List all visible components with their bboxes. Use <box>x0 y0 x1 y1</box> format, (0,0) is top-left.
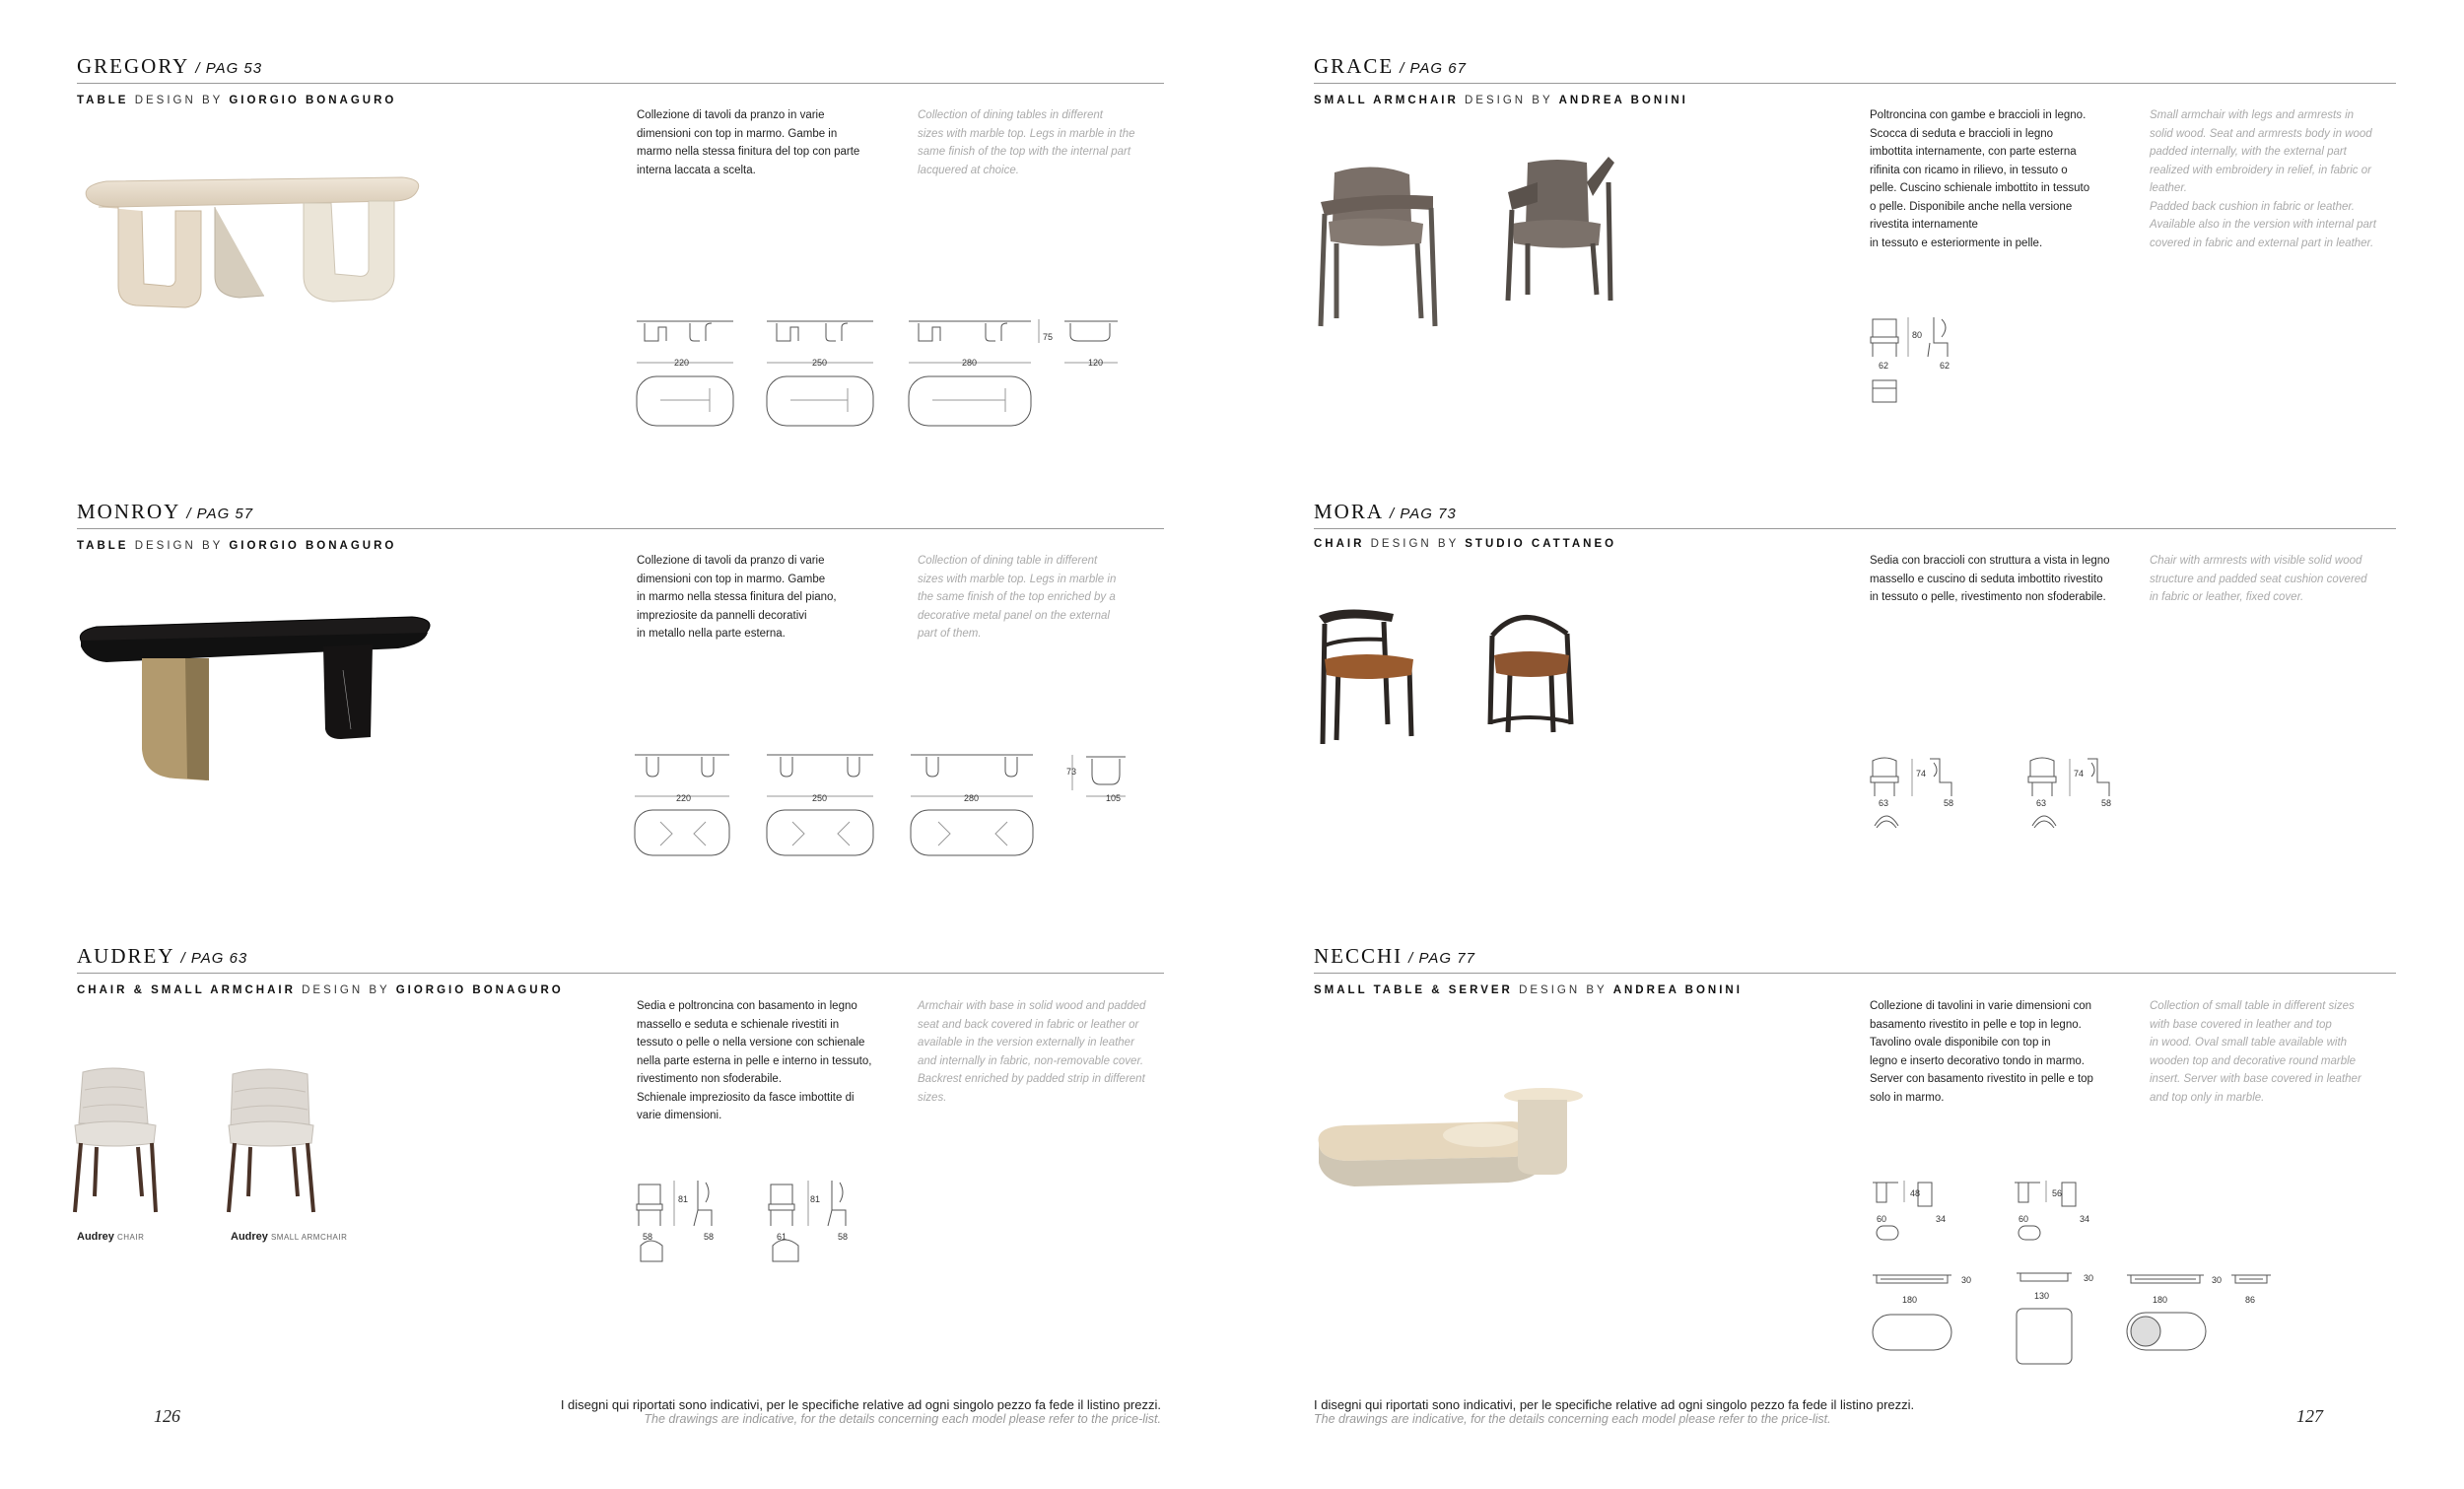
dim-label: 220 <box>676 793 692 803</box>
audrey-chairs-image <box>73 1064 349 1222</box>
dim-label: 48 <box>1910 1188 1921 1198</box>
section-divider <box>77 83 1164 84</box>
section-divider <box>77 973 1164 974</box>
dim-label: 220 <box>674 358 690 368</box>
monroy-technical-drawings <box>631 753 1163 866</box>
grace-armchairs-image <box>1315 153 1630 335</box>
necchi-tables-image <box>1315 1084 1670 1212</box>
dim-label: 58 <box>2101 798 2112 808</box>
page-number-left: 126 <box>154 1406 180 1426</box>
product-title-grace: GRACE / PAG 67 <box>1314 54 1467 78</box>
product-subtitle: TABLE DESIGN BY GIORGIO BONAGURO <box>77 540 397 552</box>
page-number-right: 127 <box>2296 1406 2323 1426</box>
product-title-gregory: GREGORY / PAG 53 <box>77 54 263 78</box>
description-italian: Collezione di tavoli da pranzo in varie dimensioni con top in marmo. Gambe in marmo nella stessa finitura del top con parte interna laccata a scelta. <box>637 109 860 176</box>
dim-label: 130 <box>2034 1291 2050 1301</box>
dim-label: 74 <box>1916 769 1927 778</box>
dim-label: 81 <box>678 1194 689 1204</box>
gregory-technical-drawings <box>631 315 1183 439</box>
gregory-table-image <box>77 168 432 325</box>
footer-note-english: The drawings are indicative, for the details concerning each model please refer to the price-list. <box>1314 1412 1831 1426</box>
description-english: Small armchair with legs and armrests in solid wood. Seat and armrests body in wood padded internally, with the external part realized with embroidery in relief, in fabric or leather. Padded back cushion in fabric or leather. Available also in the version with internal part covered in fabric and external part in leather. <box>2150 109 2376 249</box>
description-english: Chair with armrests with visible solid wood structure and padded seat cushion covered in fabric or leather, fixed cover. <box>2150 555 2367 603</box>
dim-label: 105 <box>1106 793 1122 803</box>
dim-label: 250 <box>812 358 828 368</box>
audrey-technical-drawings <box>635 1179 871 1277</box>
necchi-technical-drawings <box>1869 1179 2322 1372</box>
monroy-table-image <box>77 611 442 788</box>
dim-label: 80 <box>1912 330 1923 340</box>
product-title-necchi: NECCHI / PAG 77 <box>1314 944 1475 968</box>
product-subtitle: SMALL ARMCHAIR DESIGN BY ANDREA BONINI <box>1314 95 1688 106</box>
dim-label: 81 <box>810 1194 821 1204</box>
dim-label: 74 <box>2074 769 2085 778</box>
dim-label: 280 <box>964 793 980 803</box>
dim-label: 30 <box>2084 1273 2094 1283</box>
dim-label: 62 <box>1879 361 1889 371</box>
product-subtitle: CHAIR DESIGN BY STUDIO CATTANEO <box>1314 538 1617 550</box>
dim-label: 75 <box>1043 332 1054 342</box>
dim-label: 120 <box>1088 358 1104 368</box>
dim-label: 250 <box>812 793 828 803</box>
dim-label: 180 <box>2153 1295 2168 1305</box>
dim-label: 34 <box>1936 1214 1947 1224</box>
description-english: Collection of small table in different sizes with base covered in leather and top in wood. Oval small table available with wooden top and decorative round marble insert. Server with base covered in leather and top only in marble. <box>2150 1000 2361 1104</box>
dim-label: 63 <box>2036 798 2047 808</box>
dim-label: 58 <box>838 1232 849 1242</box>
dim-label: 180 <box>1902 1295 1918 1305</box>
dim-label: 62 <box>1940 361 1951 371</box>
description-english: Collection of dining table in different sizes with marble top. Legs in marble in the same finish of the top enriched by a decorative metal panel on the external part of them. <box>918 555 1117 640</box>
dim-label: 280 <box>962 358 978 368</box>
description-english: Armchair with base in solid wood and padded seat and back covered in fabric or leather or available in the version externally in leather and internally in fabric, non-removable cover. Backrest enriched by padded strip in different sizes. <box>918 1000 1146 1104</box>
footer-note-english: The drawings are indicative, for the details concerning each model please refer to the price-list. <box>644 1412 1161 1426</box>
dim-label: 30 <box>2212 1275 2223 1285</box>
section-divider <box>1314 528 2396 529</box>
audrey-armchair-caption: Audrey SMALL ARMCHAIR <box>231 1231 348 1243</box>
mora-chairs-image <box>1315 606 1601 754</box>
description-italian: Collezione di tavolini in varie dimensioni con basamento rivestito in pelle e top in legno. Tavolino ovale disponibile con top in legno e inserto decorativo tondo in marmo. Server con basamento rivestito in pelle e top solo in marmo. <box>1870 1000 2093 1104</box>
section-divider <box>1314 83 2396 84</box>
product-title-mora: MORA / PAG 73 <box>1314 500 1457 523</box>
dim-label: 58 <box>1944 798 1954 808</box>
section-divider <box>77 528 1164 529</box>
dim-label: 56 <box>2052 1188 2063 1198</box>
dim-label: 58 <box>704 1232 715 1242</box>
dim-label: 60 <box>2019 1214 2029 1224</box>
description-english: Collection of dining tables in different sizes with marble top. Legs in marble in the same finish of the top with the internal part lacquered at choice. <box>918 109 1135 176</box>
product-subtitle: CHAIR & SMALL ARMCHAIR DESIGN BY GIORGIO BONAGURO <box>77 984 564 996</box>
dim-label: 60 <box>1877 1214 1887 1224</box>
product-title-audrey: AUDREY / PAG 63 <box>77 944 248 968</box>
dim-label: 34 <box>2080 1214 2090 1224</box>
description-italian: Collezione di tavoli da pranzo di varie dimensioni con top in marmo. Gambe in marmo nella stessa finitura del piano, impreziosite da pannelli decorativi in metallo nella parte esterna. <box>637 555 837 640</box>
section-divider <box>1314 973 2396 974</box>
description-italian: Sedia con braccioli con struttura a vista in legno massello e cuscino di seduta imbottito rivestito in tessuto o pelle, rivestimento non sfoderabile. <box>1870 555 2110 603</box>
dim-label: 86 <box>2245 1295 2256 1305</box>
dim-label: 73 <box>1066 767 1077 777</box>
mora-technical-drawings <box>1869 757 2125 846</box>
product-subtitle: TABLE DESIGN BY GIORGIO BONAGURO <box>77 95 397 106</box>
dim-label: 58 <box>643 1232 653 1242</box>
footer-note-italian: I disegni qui riportati sono indicativi, per le specifiche relative ad ogni singolo pezzo fa fede il listino prezzi. <box>1314 1397 1915 1412</box>
product-title-monroy: MONROY / PAG 57 <box>77 500 254 523</box>
description-italian: Poltroncina con gambe e braccioli in legno. Scocca di seduta e braccioli in legno imbottita internamente, con parte esterna rifinita con ricamo in rilievo, in tessuto o pelle. Cuscino schienale imbottito in tessuto o pelle. Disponibile anche nella versione rivestita internamente in tessuto e esteriormente in pelle. <box>1870 109 2090 249</box>
dim-label: 30 <box>1961 1275 1972 1285</box>
footer-note-italian: I disegni qui riportati sono indicativi, per le specifiche relative ad ogni singolo pezzo fa fede il listino prezzi. <box>560 1397 1161 1412</box>
audrey-chair-caption: Audrey CHAIR <box>77 1231 145 1243</box>
product-subtitle: SMALL TABLE & SERVER DESIGN BY ANDREA BONINI <box>1314 984 1743 996</box>
description-italian: Sedia e poltroncina con basamento in legno massello e seduta e schienale rivestiti in tessuto o pelle o nella versione con schienale nella parte esterna in pelle e interno in tessuto, rivestimento non sfoderabile. Schienale impreziosito da fasce imbottite di varie dimensioni. <box>637 1000 872 1121</box>
dim-label: 63 <box>1879 798 1889 808</box>
dim-label: 61 <box>777 1232 787 1242</box>
